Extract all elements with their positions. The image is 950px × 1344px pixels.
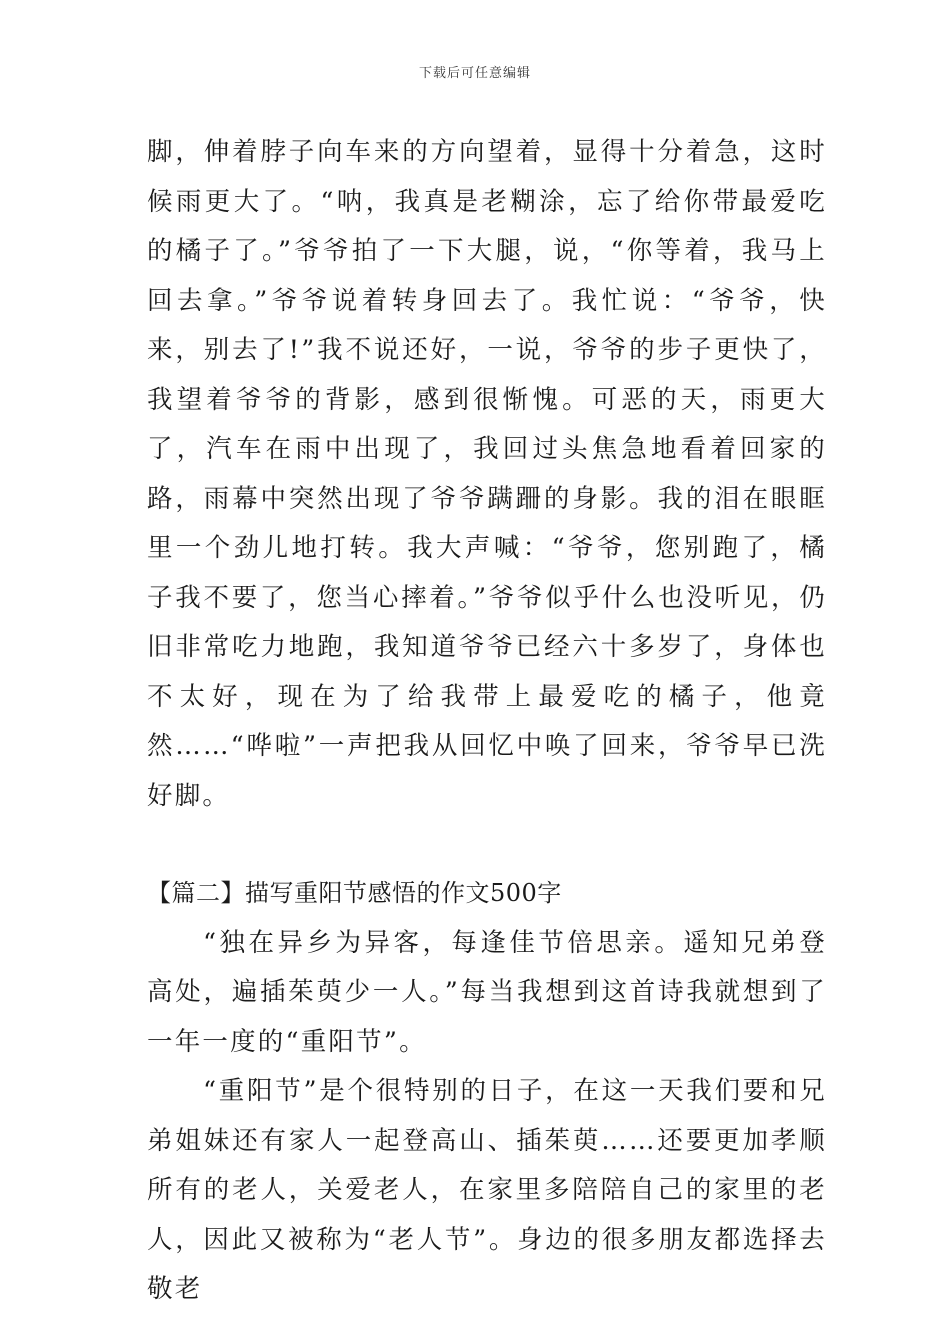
document-body xyxy=(147,128,827,1315)
section-heading: 【篇二】描写重阳节感悟的作文500字 xyxy=(147,879,562,907)
poem-paragraph: “独在异乡为异客，每逢佳节倍思亲。遥知兄弟登高处，遍插茱萸少一人。”每当我想到这首诗我就想到了一年一度的“重阳节”。 xyxy=(147,927,827,1057)
story-paragraph: 脚，伸着脖子向车来的方向望着，显得十分着急，这时候雨更大了。“呐，我真是老糊涂，忘了给你带最爱吃的橘子了。”爷爷拍了一下大腿，说，“你等着，我马上回去拿。”爷爷说着转身回去了。我忙说：“爷爷，快来，别去了!”我不说还好，一说，爷爷的步子更快了，我望着爷爷的背影，感到很惭愧。可恶的天，雨更大了，汽车在雨中出现了，我回过头焦急地看着回家的路，雨幕中突然出现了爷爷蹒跚的身影。我的泪在眼眶里一个劲儿地打转。我大声喊：“爷爷，您别跑了，橘子我不要了，您当心摔着。”爷爷似乎什么也没听见，仍旧非常吃力地跑，我知道爷爷已经六十多岁了，身体也不太好，现在为了给我带上最爱吃的橘子，他竟然……“哗啦”一声把我从回忆中唤了回来，爷爷早已洗好脚。 xyxy=(147,137,827,811)
page-header-note: 下载后可任意编辑 xyxy=(418,66,531,81)
festival-paragraph: “重阳节”是个很特别的日子，在这一天我们要和兄弟姐妹还有家人一起登高山、插茱萸……还要更加孝顺所有的老人，关爱老人，在家里多陪陪自己的家里的老人，因此又被称为“老人节”。身边的很多朋友都选择去敬老 xyxy=(147,1076,827,1304)
